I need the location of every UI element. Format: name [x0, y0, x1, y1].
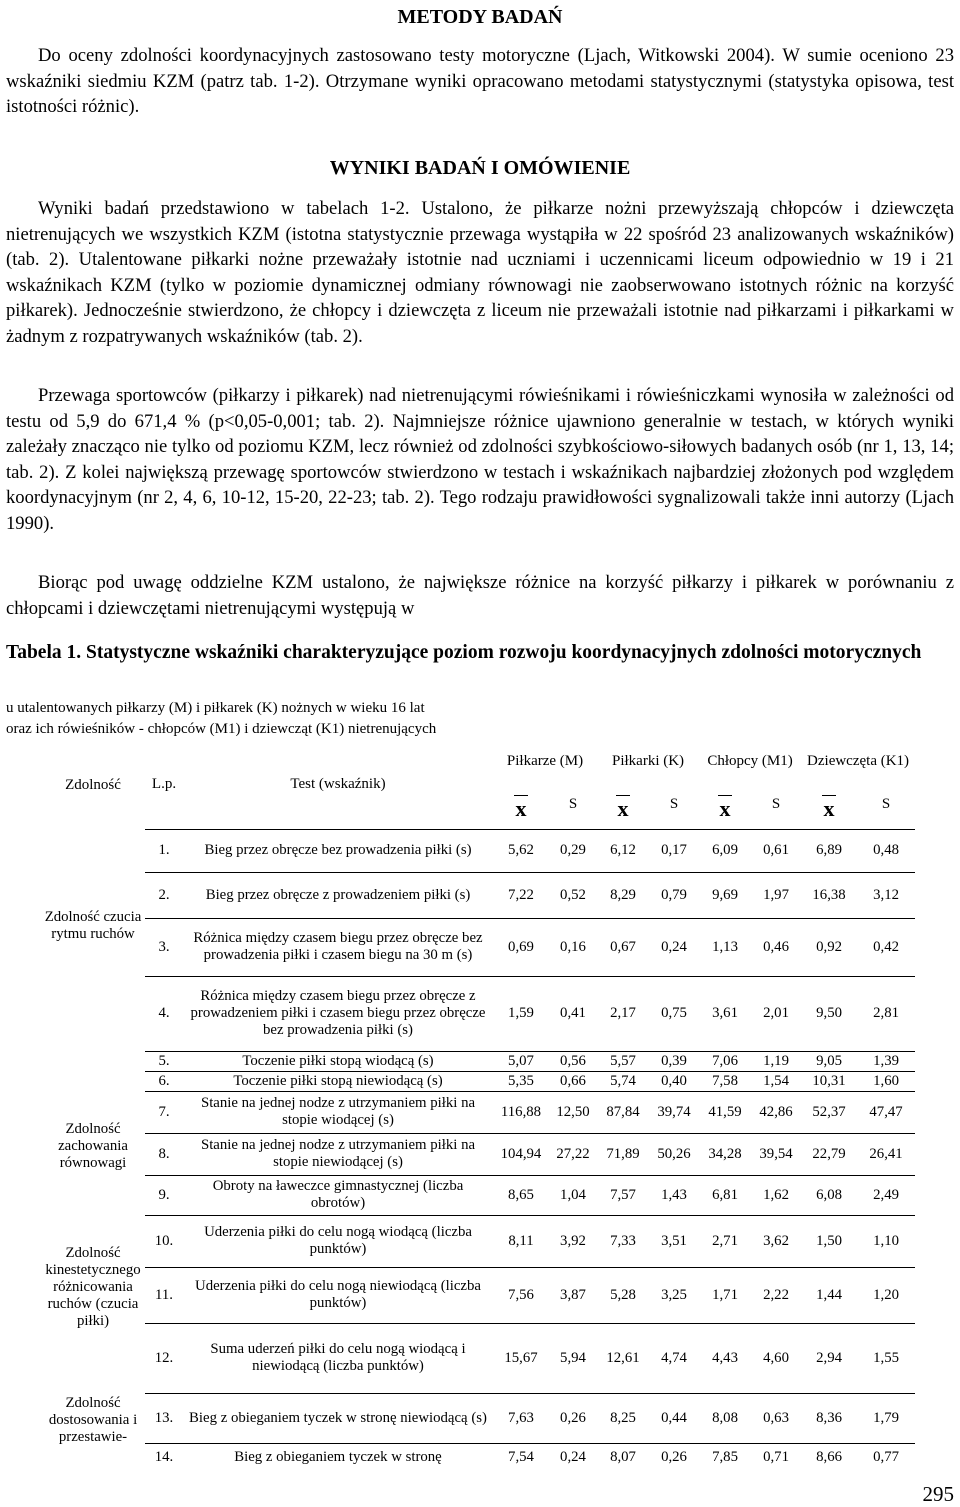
sd-value: 0,71 — [751, 1443, 801, 1471]
header-group-1: Piłkarze (M) — [506, 752, 584, 769]
mean-value: 5,07 — [493, 1051, 549, 1071]
mean-value: 2,71 — [699, 1215, 751, 1267]
sd-value: 0,75 — [649, 976, 699, 1051]
sd-value: 4,60 — [751, 1323, 801, 1393]
mean-value: 71,89 — [597, 1133, 649, 1175]
mean-value: 7,85 — [699, 1443, 751, 1471]
sd-value: 2,01 — [751, 976, 801, 1051]
sd-value: 0,17 — [649, 829, 699, 872]
test-name: Bieg przez obręcze z prowadzeniem piłki (s) — [183, 872, 493, 918]
test-name: Toczenie piłki stopą niewiodącą (s) — [183, 1071, 493, 1091]
sd-value: 0,48 — [857, 829, 915, 872]
mean-value: 1,50 — [801, 1215, 857, 1267]
header-group-3: Chłopcy (M1) — [707, 752, 793, 769]
mean-value: 7,56 — [493, 1267, 549, 1323]
mean-value: 0,92 — [801, 918, 857, 976]
sd-value: 2,49 — [857, 1175, 915, 1215]
mean-value: 0,69 — [493, 918, 549, 976]
mean-symbol: x — [823, 796, 835, 822]
table-body — [41, 829, 915, 1471]
mean-value: 8,66 — [801, 1443, 857, 1471]
table-row — [41, 1443, 915, 1471]
mean-value: 7,57 — [597, 1175, 649, 1215]
mean-value: 8,08 — [699, 1393, 751, 1443]
sd-value: 0,29 — [549, 829, 597, 872]
sd-value: 0,24 — [649, 918, 699, 976]
sd-symbol: S — [568, 796, 578, 813]
ability-group-empty — [41, 1051, 145, 1071]
mean-value: 116,88 — [493, 1091, 549, 1133]
ability-group: Zdolność kinestetycznego różnicowania ruchów (czucia piłki) — [45, 1245, 141, 1329]
mean-value: 22,79 — [801, 1133, 857, 1175]
sd-symbol: S — [669, 796, 679, 813]
mean-value: 87,84 — [597, 1091, 649, 1133]
sd-value: 0,44 — [649, 1393, 699, 1443]
sd-value: 1,10 — [857, 1215, 915, 1267]
mean-value: 104,94 — [493, 1133, 549, 1175]
row-number: 10. — [145, 1215, 183, 1267]
ability-group: Zdolność czucia rytmu ruchów — [44, 909, 142, 942]
sd-value: 4,74 — [649, 1323, 699, 1393]
test-name: Uderzenia piłki do celu nogą wiodącą (liczba punktów) — [183, 1215, 493, 1267]
mean-value: 5,74 — [597, 1071, 649, 1091]
test-name: Toczenie piłki stopą wiodącą (s) — [183, 1051, 493, 1071]
mean-value: 9,50 — [801, 976, 857, 1051]
mean-value: 7,58 — [699, 1071, 751, 1091]
ability-group-empty — [41, 1071, 145, 1091]
statistics-table — [41, 741, 915, 1471]
sd-value: 0,63 — [751, 1393, 801, 1443]
test-name: Suma uderzeń piłki do celu nogą wiodącą i niewiodącą (liczba punktów) — [183, 1323, 493, 1393]
sd-value: 26,41 — [857, 1133, 915, 1175]
sd-value: 3,62 — [751, 1215, 801, 1267]
test-name: Bieg z obieganiem tyczek w stronę niewiodącą (s) — [183, 1393, 493, 1443]
row-number: 5. — [145, 1051, 183, 1071]
sd-value: 1,79 — [857, 1393, 915, 1443]
mean-value: 2,94 — [801, 1323, 857, 1393]
mean-value: 15,67 — [493, 1323, 549, 1393]
sd-value: 1,43 — [649, 1175, 699, 1215]
header-group-2: Piłkarki (K) — [611, 752, 685, 769]
sd-value: 0,41 — [549, 976, 597, 1051]
mean-value: 4,43 — [699, 1323, 751, 1393]
sd-value: 0,52 — [549, 872, 597, 918]
test-name: Bieg przez obręcze bez prowadzenia piłki (s) — [183, 829, 493, 872]
mean-value: 1,59 — [493, 976, 549, 1051]
sd-value: 0,39 — [649, 1051, 699, 1071]
mean-value: 8,11 — [493, 1215, 549, 1267]
test-name: Bieg z obieganiem tyczek w stronę — [183, 1443, 493, 1471]
table-row — [41, 1175, 915, 1215]
sd-value: 0,77 — [857, 1443, 915, 1471]
methods-paragraph: Do oceny zdolności koordynacyjnych zastosowano testy motoryczne (Ljach, Witkowski 2004). W sumie oceniono 23 wskaźniki siedmiu KZM (patrz tab. 1-2). Otrzymane wyniki opracowano metodami statystycznymi (statystyka opisowa, test istotności różnic). — [6, 45, 954, 118]
sd-value: 2,81 — [857, 976, 915, 1051]
mean-value: 8,36 — [801, 1393, 857, 1443]
mean-value: 1,71 — [699, 1267, 751, 1323]
mean-symbol: x — [515, 796, 527, 822]
table-row — [41, 1267, 915, 1323]
row-number: 13. — [145, 1393, 183, 1443]
sd-value: 0,61 — [751, 829, 801, 872]
sd-value: 27,22 — [549, 1133, 597, 1175]
mean-value: 1,44 — [801, 1267, 857, 1323]
mean-value: 3,61 — [699, 976, 751, 1051]
mean-value: 8,25 — [597, 1393, 649, 1443]
ability-group: Zdolność zachowania równowagi — [58, 1121, 128, 1171]
mean-value: 5,57 — [597, 1051, 649, 1071]
row-number: 8. — [145, 1133, 183, 1175]
sd-value: 0,16 — [549, 918, 597, 976]
sd-value: 1,20 — [857, 1267, 915, 1323]
methods-heading: METODY BADAŃ — [397, 6, 563, 28]
table-row — [41, 918, 915, 976]
table-row — [41, 976, 915, 1051]
table-subtitle-1: u utalentowanych piłkarzy (M) i piłkarek (K) nożnych w wieku 16 lat — [6, 700, 425, 716]
mean-value: 8,65 — [493, 1175, 549, 1215]
test-name: Różnica między czasem biegu przez obręcze z prowadzeniem piłki i czasem biegu przez obręcze bez prowadzenia piłki (s) — [183, 976, 493, 1051]
table-title: Tabela 1. Statystyczne wskaźniki charakteryzujące poziom rozwoju koordynacyjnych zdolności motorycznych — [6, 642, 922, 663]
header-lp: L.p. — [151, 776, 177, 793]
mean-symbol: x — [617, 796, 629, 822]
mean-value: 5,28 — [597, 1267, 649, 1323]
mean-symbol: x — [719, 796, 731, 822]
mean-value: 10,31 — [801, 1071, 857, 1091]
sd-value: 0,40 — [649, 1071, 699, 1091]
mean-value: 7,33 — [597, 1215, 649, 1267]
sd-value: 1,97 — [751, 872, 801, 918]
table-row — [41, 872, 915, 918]
mean-value: 6,89 — [801, 829, 857, 872]
test-name: Stanie na jednej nodze z utrzymaniem piłki na stopie wiodącej (s) — [183, 1091, 493, 1133]
row-number: 2. — [145, 872, 183, 918]
sd-value: 1,39 — [857, 1051, 915, 1071]
header-ability: Zdolność — [65, 776, 121, 793]
mean-value: 0,67 — [597, 918, 649, 976]
sd-value: 5,94 — [549, 1323, 597, 1393]
mean-value: 7,54 — [493, 1443, 549, 1471]
sd-value: 1,60 — [857, 1071, 915, 1091]
sd-value: 0,66 — [549, 1071, 597, 1091]
row-number: 14. — [145, 1443, 183, 1471]
mean-value: 12,61 — [597, 1323, 649, 1393]
sd-value: 1,04 — [549, 1175, 597, 1215]
table-row — [41, 1215, 915, 1267]
sd-value: 3,25 — [649, 1267, 699, 1323]
test-name: Różnica między czasem biegu przez obręcze bez prowadzenia piłki i czasem biegu na 30 m (s) — [183, 918, 493, 976]
sd-value: 0,79 — [649, 872, 699, 918]
table-row — [41, 1051, 915, 1071]
ability-group: Zdolność dostosowania i przestawie- — [48, 1395, 138, 1445]
sd-value: 3,51 — [649, 1215, 699, 1267]
sd-value: 0,46 — [751, 918, 801, 976]
row-number: 12. — [145, 1323, 183, 1393]
test-name: Uderzenia piłki do celu nogą niewiodącą (liczba punktów) — [183, 1267, 493, 1323]
table-subtitle-2: oraz ich rówieśników - chłopców (M1) i dziewcząt (K1) nietrenujących — [6, 721, 437, 737]
mean-value: 7,06 — [699, 1051, 751, 1071]
mean-value: 7,22 — [493, 872, 549, 918]
mean-value: 8,07 — [597, 1443, 649, 1471]
table-row — [41, 1071, 915, 1091]
sd-value: 0,56 — [549, 1051, 597, 1071]
sd-value: 39,74 — [649, 1091, 699, 1133]
sd-value: 3,92 — [549, 1215, 597, 1267]
mean-value: 1,13 — [699, 918, 751, 976]
sd-value: 3,12 — [857, 872, 915, 918]
sd-value: 2,22 — [751, 1267, 801, 1323]
sd-value: 47,47 — [857, 1091, 915, 1133]
test-name: Stanie na jednej nodze z utrzymaniem piłki na stopie niewiodącej (s) — [183, 1133, 493, 1175]
table-row — [41, 1393, 915, 1443]
mean-value: 41,59 — [699, 1091, 751, 1133]
table-row — [41, 829, 915, 872]
results-heading: WYNIKI BADAŃ I OMÓWIENIE — [329, 157, 631, 179]
sd-value: 0,24 — [549, 1443, 597, 1471]
header-group-4: Dziewczęta (K1) — [807, 752, 910, 769]
results-paragraph-1: Wyniki badań przedstawiono w tabelach 1-2. Ustalono, że piłkarze nożni przewyższają chłopców i dziewczęta nietrenujących we wszystkich KZM (istotna statystycznie przewaga wystąpiła w 22 spośród 23 analizowanych wskaźników) (tab. 2). Utalentowane piłkarki nożne przeważały istotnie nad uczniami i uczennicami liceum odpowiednio w 19 i 21 wskaźnikach KZM (tylko w poziomie dynamicznej odmiany równowagi nie zaobserwowano istotnych różnic na korzyść piłkarek). Jednocześnie stwierdzono, że chłopcy i dziewczęta z liceum nie przeważali istotnie nad piłkarzami i piłkarkami w żadnym z rozpatrywanych wskaźników (tab. 2). — [6, 198, 954, 347]
row-number: 6. — [145, 1071, 183, 1091]
sd-symbol: S — [881, 796, 891, 813]
mean-value: 5,62 — [493, 829, 549, 872]
sd-value: 50,26 — [649, 1133, 699, 1175]
row-number: 7. — [145, 1091, 183, 1133]
mean-value: 52,37 — [801, 1091, 857, 1133]
table-header-row-1 — [41, 741, 915, 781]
sd-value: 1,62 — [751, 1175, 801, 1215]
sd-value: 1,54 — [751, 1071, 801, 1091]
sd-value: 42,86 — [751, 1091, 801, 1133]
results-paragraph-2: Przewaga sportowców (piłkarzy i piłkarek) nad nietrenującymi rówieśnikami i rówieśniczkami wynosiła w zależności od testu od 5,9 do 671,4 % (p<0,05-0,001; tab. 2). Najmniejsze różnice ujawniono generalnie w testach, w których wyniki zależały znacząco nie tylko od poziomu KZM, lecz również od zdolności szybkościowo-siłowych badanych osób (nr 1, 13, 14; tab. 2). Z kolei największą przewagę sportowców stwierdzono w testach i wskaźnikach najbardziej złożonych pod względem koordynacyjnym (nr 2, 4, 6, 10-12, 15-20, 22-23; tab. 2). Tego rodzaju prawidłowości sygnalizowali także inni autorzy (Ljach 1990). — [6, 385, 954, 534]
results-paragraph-3: Biorąc pod uwagę oddzielne KZM ustalono, że największe różnice na korzyść piłkarzy i piłkarek w porównaniu z chłopcami i dziewczętami nietrenującymi występują w — [6, 572, 954, 619]
mean-value: 6,81 — [699, 1175, 751, 1215]
mean-value: 6,09 — [699, 829, 751, 872]
row-number: 3. — [145, 918, 183, 976]
row-number: 11. — [145, 1267, 183, 1323]
mean-value: 6,08 — [801, 1175, 857, 1215]
sd-value: 0,26 — [549, 1393, 597, 1443]
mean-value: 9,05 — [801, 1051, 857, 1071]
mean-value: 8,29 — [597, 872, 649, 918]
mean-value: 2,17 — [597, 976, 649, 1051]
mean-value: 9,69 — [699, 872, 751, 918]
mean-value: 16,38 — [801, 872, 857, 918]
sd-value: 0,42 — [857, 918, 915, 976]
header-test: Test (wskaźnik) — [290, 776, 386, 793]
sd-value: 3,87 — [549, 1267, 597, 1323]
table-row — [41, 1133, 915, 1175]
mean-value: 5,35 — [493, 1071, 549, 1091]
sd-symbol: S — [771, 796, 781, 813]
mean-value: 6,12 — [597, 829, 649, 872]
test-name: Obroty na ławeczce gimnastycznej (liczba obrotów) — [183, 1175, 493, 1215]
mean-value: 7,63 — [493, 1393, 549, 1443]
sd-value: 12,50 — [549, 1091, 597, 1133]
sd-value: 1,19 — [751, 1051, 801, 1071]
sd-value: 1,55 — [857, 1323, 915, 1393]
row-number: 1. — [145, 829, 183, 872]
table-row — [41, 1091, 915, 1133]
row-number: 4. — [145, 976, 183, 1051]
table-row — [41, 1323, 915, 1393]
page-number: 295 — [922, 1482, 954, 1506]
row-number: 9. — [145, 1175, 183, 1215]
mean-value: 34,28 — [699, 1133, 751, 1175]
sd-value: 0,26 — [649, 1443, 699, 1471]
sd-value: 39,54 — [751, 1133, 801, 1175]
